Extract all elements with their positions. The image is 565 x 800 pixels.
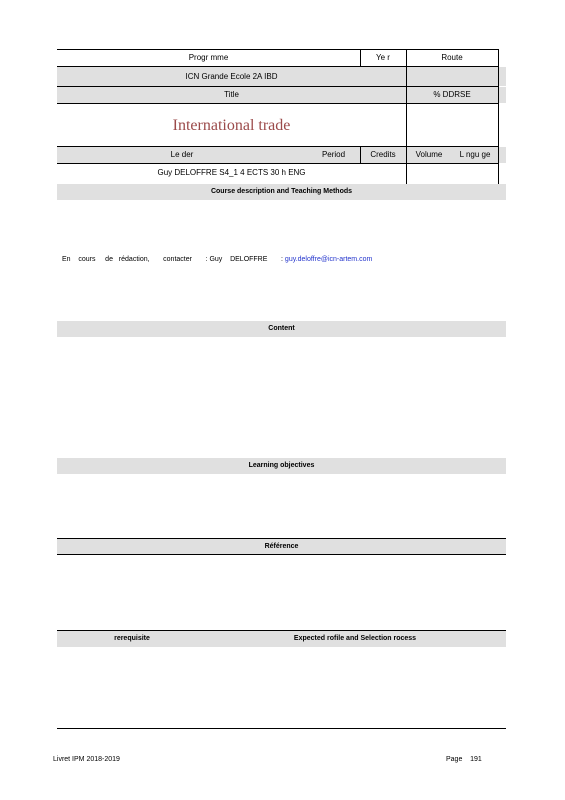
footer-page-value: 191 [470,756,482,763]
table-rule [57,103,499,104]
footer-page-number [446,756,482,763]
route-value: % DDRSE [433,90,471,99]
route-label: Route [441,53,463,62]
course-title: International trade [172,117,291,134]
leader-value: Guy DELOFFRE S4_1 4 ECTS 30 h ENG [157,168,306,177]
title-label: Title [224,90,239,99]
table-rule [57,86,499,87]
period-label: Period [321,150,346,159]
page-bottom-rule [57,728,506,729]
programme-value: ICN Grande Ecole 2A IBD [185,72,278,81]
expected-profile-heading: Expected rofile and Selection rocess [293,635,417,642]
course-description-body: En cours de rédaction, contacter : Guy DELOFFRE : [62,256,285,263]
footer-page-label: Page [446,756,463,763]
table-col-rule [498,49,499,184]
prerequisite-heading: rerequisite [114,635,150,642]
table-rule [57,66,499,67]
learning-objectives-heading: Learning objectives [248,462,315,469]
programme-label: Progr mme [188,53,229,62]
reference-bottom-rule [57,554,506,555]
course-description-text [62,256,372,263]
reference-heading: Référence [264,543,299,550]
credits-label: Credits [370,150,396,159]
volume-label: Volume [415,150,443,159]
year-label: Ye r [376,53,390,62]
course-description-heading: Course description and Teaching Methods [210,188,353,195]
language-label: L ngu ge [459,150,491,159]
leader-label: Le der [170,150,194,159]
table-rule [57,163,499,164]
content-heading: Content [268,325,295,332]
table-rule [57,146,499,147]
contact-email-link[interactable]: guy.deloffre@icn-artem.com [284,256,373,263]
table-col-rule [406,49,407,184]
footer-booklet-title: Livret IPM 2018-2019 [53,756,120,763]
table-top-rule [57,49,499,50]
